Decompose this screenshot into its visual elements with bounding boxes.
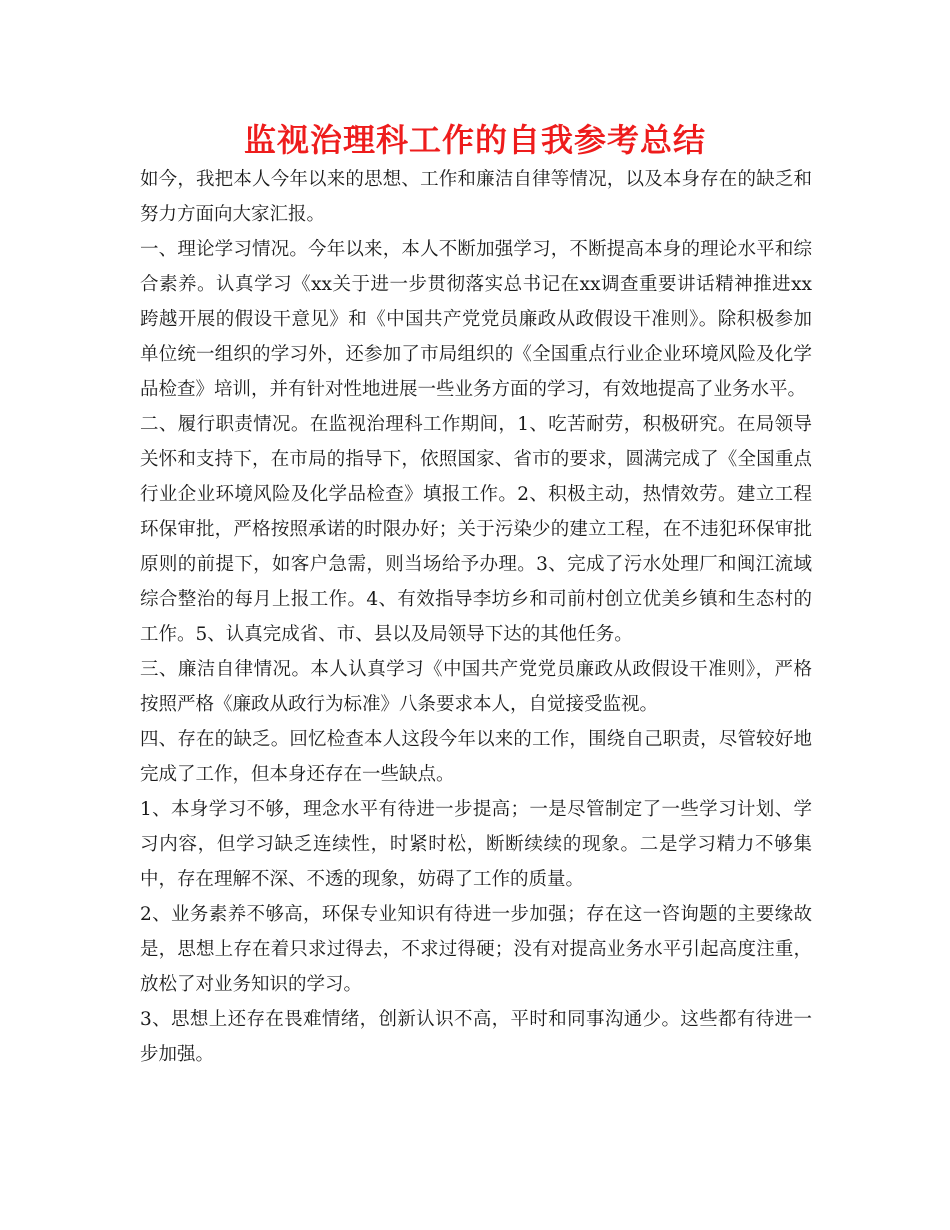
paragraph-intro: 如今，我把本人今年以来的思想、工作和廉洁自律等情况，以及本身存在的缺乏和努力方面向大家汇报。 [140, 169, 812, 225]
paragraph-integrity: 三、廉洁自律情况。本人认真学习《中国共产党党员廉政从政假设干准则》，严格按照严格《廉政从政行为标准》八条要求本人，自觉接受监视。 [140, 659, 812, 715]
paragraph-duties: 二、履行职责情况。在监视治理科工作期间，1、吃苦耐劳，积极研究。在局领导关怀和支持下，在市局的指导下，依照国家、省市的要求，圆满完成了《全国重点行业企业环境风险及化学品检查》填报工作。2、积极主动，热情效劳。建立工程环保审批，严格按照承诺的时限办好；关于污染少的建立工程，在不违犯环保审批原则的前提下，如客户急需，则当场给予办理。3、完成了污水处理厂和闽江流域综合整治的每月上报工作。4、有效指导李坊乡和司前村创立优美乡镇和生态村的工作。5、认真完成省、市、县以及局领导下达的其他任务。 [140, 414, 812, 645]
paragraph-theory-study: 一、理论学习情况。今年以来，本人不断加强学习，不断提高本身的理论水平和综合素养。认真学习《xx关于进一步贯彻落实总书记在xx调查重要讲话精神推进xx跨越开展的假设干意见》和《中国共产党党员廉政从政假设干准则》。除积极参加单位统一组织的学习外，还参加了市局组织的《全国重点行业企业环境风险及化学品检查》培训，并有针对性地进展一些业务方面的学习，有效地提高了业务水平。 [140, 239, 812, 400]
document-body [140, 162, 812, 1072]
paragraph-point-3: 3、思想上还存在畏难情绪，创新认识不高，平时和同事沟通少。这些都有待进一步加强。 [140, 1009, 812, 1065]
paragraph-shortcomings: 四、存在的缺乏。回忆检查本人这段今年以来的工作，围绕自己职责，尽管较好地完成了工作，但本身还存在一些缺点。 [140, 729, 812, 785]
document-title: 监视治理科工作的自我参考总结 [243, 121, 706, 159]
paragraph-point-2: 2、业务素养不够高，环保专业知识有待进一步加强；存在这一咨询题的主要缘故是，思想上存在着只求过得去，不求过得硬；没有对提高业务水平引起高度注重，放松了对业务知识的学习。 [140, 904, 812, 995]
paragraph-point-1: 1、本身学习不够，理念水平有待进一步提高；一是尽管制定了一些学习计划、学习内容，但学习缺乏连续性，时紧时松，断断续续的现象。二是学习精力不够集中，存在理解不深、不透的现象，妨碍了工作的质量。 [140, 799, 812, 890]
